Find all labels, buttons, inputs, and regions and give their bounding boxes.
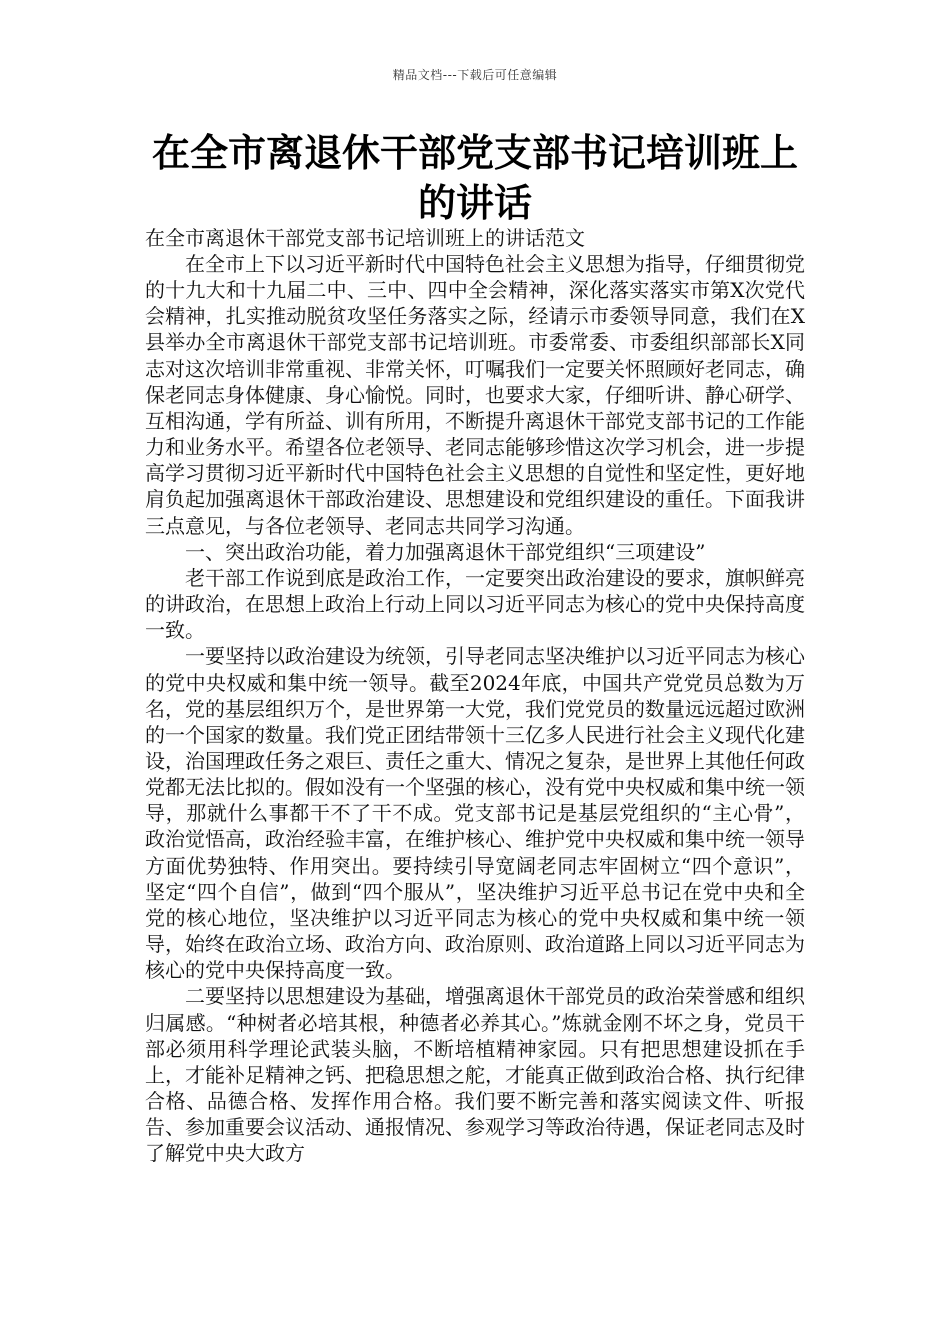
paragraph: 在全市上下以习近平新时代中国特色社会主义思想为指导，仔细贯彻党的十九大和十九届二中、三中、四中全会精神，深化落实落实市第X次党代会精神，扎实推动脱贫攻坚任务落实之际，经请示市委领导同意，我们在X县举办全市离退休干部党支部书记培训班。市委常委、市委组织部部长X同志对这次培训非常重视、非常关怀，叮嘱我们一定要关怀照顾好老同志，确保老同志身体健康、身心愉悦。同时，也要求大家，仔细听讲、静心研学、互相沟通，学有所益、训有所用，不断提升离退休干部党支部书记的工作能力和业务水平。希望各位老领导、老同志能够珍惜这次学习机会，进一步提高学习贯彻习近平新时代中国特色社会主义思想的自觉性和坚定性，更好地肩负起加强离退休干部政治建设、思想建设和党组织建设的重任。下面我讲三点意见，与各位老领导、老同志共同学习沟通。 bbox=[145, 252, 805, 538]
header-note: 精品文档---下载后可任意编辑 bbox=[392, 68, 558, 82]
paragraph: 一要坚持以政治建设为统领，引导老同志坚决维护以习近平同志为核心的党中央权威和集中统一领导。截至2024年底，中国共产党党员总数为万名，党的基层组织万个，是世界第一大党，我们党党员的数量远远超过欧洲的一个国家的数量。我们党正团结带领十三亿多人民进行社会主义现代化建设，治国理政任务之艰巨、责任之重大、情况之复杂，是世界上其他任何政党都无法比拟的。假如没有一个坚强的核心，没有党中央权威和集中统一领导，那就什么事都干不了干不成。党支部书记是基层党组织的“主心骨”，政治觉悟高，政治经验丰富，在维护核心、维护党中央权威和集中统一领导方面优势独特、作用突出。要持续引导宽阔老同志牢固树立“四个意识”，坚定“四个自信”，做到“四个服从”，坚决维护习近平总书记在党中央和全党的核心地位，坚决维护以习近平同志为核心的党中央权威和集中统一领导，始终在政治立场、政治方向、政治原则、政治道路上同以习近平同志为核心的党中央保持高度一致。 bbox=[145, 644, 805, 983]
paragraph: 二要坚持以思想建设为基础，增强离退休干部党员的政治荣誉感和组织归属感。“种树者必培其根，种德者必养其心。”炼就金刚不坏之身，党员干部必须用科学理论武装头脑，不断培植精神家园。只有把思想建设抓在手上，才能补足精神之钙、把稳思想之舵，才能真正做到政治合格、执行纪律合格、品德合格、发挥作用合格。我们要不断完善和落实阅读文件、听报告、参加重要会议活动、通报情况、参观学习等政治待遇，保证老同志及时了解党中央大政方 bbox=[145, 984, 805, 1166]
document-title: 在全市离退休干部党支部书记培训班上的讲话 bbox=[151, 131, 798, 225]
document-body bbox=[145, 251, 805, 1166]
section-heading: 一、突出政治功能，着力加强离退休干部党组织“三项建设” bbox=[185, 539, 706, 564]
document-subtitle: 在全市离退休干部党支部书记培训班上的讲话范文 bbox=[145, 226, 585, 250]
paragraph: 老干部工作说到底是政治工作，一定要突出政治建设的要求，旗帜鲜亮的讲政治，在思想上政治上行动上同以习近平同志为核心的党中央保持高度一致。 bbox=[145, 565, 805, 643]
